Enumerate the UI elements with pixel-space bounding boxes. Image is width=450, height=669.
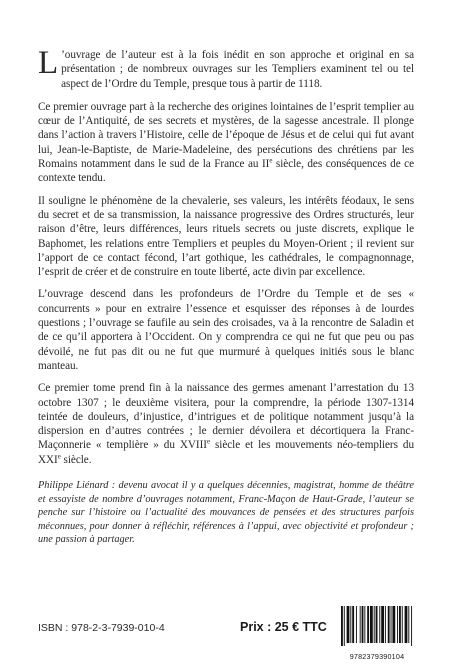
barcode-bar [374,606,375,643]
barcode-bar [367,606,369,643]
paragraph-tomes-text-end: siècle. [60,453,92,466]
barcode-bar [356,606,357,643]
paragraph-tomes [38,381,414,467]
paragraph-chivalry: Il souligne le phénomène de la chevalerie, ses valeurs, les intérêts féodaux, le sens du secret et de sa transmission, la naissance progressive des Ordres structurés, leur raison d’être, leurs différences, leurs rituels secrets ou juste discrets, explique le Baphomet, les relations entre Templiers et peuples du Moyen-Orient ; il revient sur l’apport de ce contact fécond, l’art gothique, les cathédrales, le compagnonnage, l’esprit de créer et de construire en toute liberté, acte divin par excellence. [38,194,414,279]
paragraph-order: L’ouvrage descend dans les profondeurs de l’Ordre du Temple et de ses « concurrents » pour en extraire l’essence et esquisser des réponses à de lourdes questions ; l’ouvrage se faufile au sein des croisades, va à la rencontre de Saladin et de ce qu’il apportera à l’Occident. On y comprendra ce qui ne fut que peu ou pas dévoilé, ne fut pas dit ou ne fut que murmuré à quelques initiés sous le blanc manteau. [38,288,414,372]
intro-paragraph [38,45,414,91]
barcode-bar [411,606,412,646]
barcode-bar [379,606,380,643]
drop-cap: L [38,45,59,81]
footer [38,604,414,659]
barcode-bar [397,606,398,643]
intro-text: ’ouvrage de l’auteur est à la fois inédit en son approche et original en sa présentation ; de nombreux ouvrages sur les Templiers examinent tel ou tel aspect de l’Ordre du Temple, presque tous à partir de 1118. [61,49,414,90]
barcode-bar [408,606,409,643]
paragraph-origins-text-end: siècle, des conséquences de ce contexte tendu. [38,158,414,185]
barcode-bar [405,606,408,643]
price: Prix : 25 € TTC [240,620,327,634]
barcode-bar [381,606,384,643]
author-bio-text: devenu avocat il y a quelques décennies, magistrat, homme de théâtre et essayiste de nombre d’ouvrages notamment, Franc-Maçon de Haut-Grade, l’auteur se penche sur l’histoire ou l’actualité des mouvances de pensées et des structures parfois méconnues, pour donner à réfléchir, références à l’appui, avec objectivité et profondeur ; une passion à partager. [38,480,414,546]
barcode-bar [370,606,373,643]
paragraph-tomes-text: Ce premier tome prend fin à la naissance des germes amenant l’arrestation du 13 octobre 1307 ; le deuxième visitera, pour la comprendre, la période 1307-1314 teintée de douleurs, d’injustice, d’intrigues et de politique notamment jusqu’à la dispersion en d’autres contrées ; le dernier dévoilera et décortiquera la Franc-Maçonnerie « templière » du XVIII [38,382,414,452]
barcode-bar [385,606,386,643]
barcode-bar [399,606,401,643]
superscript: e [206,437,210,446]
paragraph-origins-text: Ce premier ouvrage part à la recherche des origines lointaines de l’esprit templier au cœur de l’Antiquité, de ses secrets et mystères, de la sagesse ancestrale. Il plonge dans l’action à travers l’Histoire, celle de l’époque de Jésus et de celui qui fut avant lui, Jean-le-Baptiste, de Marie-Madeleine, des persécutions des chrétiens par les Romains notamment dans le sud de la France au II [38,100,414,171]
barcode-bar [352,606,354,643]
barcode-bar [350,606,351,643]
barcode-bar [392,606,395,643]
superscript: e [269,156,273,165]
paragraph-origins [38,100,414,186]
barcode-bar [402,606,403,643]
paragraph-tomes-text-mid: siècle et les mouvements néo-templiers du XXI [38,439,414,466]
barcode-bar [360,606,361,643]
barcode-bar [391,606,392,643]
barcode-bar [364,606,365,643]
barcode-digits: 9782379390104 [349,652,405,661]
barcode-bar [388,606,390,643]
barcode-bar [344,606,345,646]
barcode-bar [347,606,350,643]
barcode-bar [341,606,343,646]
barcode-bar [362,606,364,643]
barcode-bars [340,606,414,646]
author-bio [38,479,414,547]
barcode [340,606,414,661]
superscript: e [57,451,61,460]
barcode-bar [376,606,378,643]
author-name: Philippe Liénard : [38,480,116,492]
isbn: ISBN : 978-2-3-7939-010-4 [38,622,165,634]
